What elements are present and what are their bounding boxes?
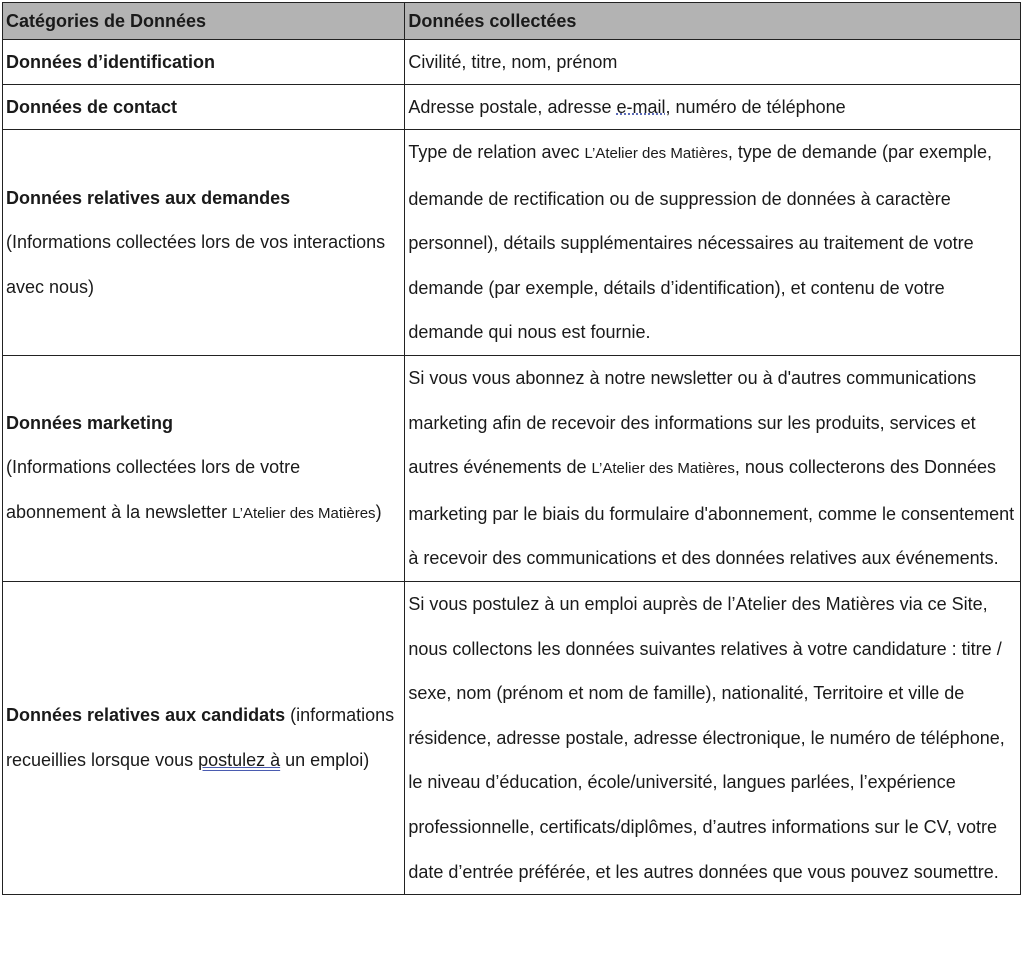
category-note: (informations recueillies lorsque vous	[6, 705, 395, 771]
category-note: (Informations collectées lors de vos interactions avec nous)	[6, 232, 386, 297]
data-cell	[405, 581, 1021, 894]
category-title: Données relatives aux demandes	[6, 187, 291, 208]
data-text-end: , numéro de téléphone	[665, 97, 846, 117]
category-cell	[3, 130, 405, 356]
table-row-candidates	[3, 581, 1021, 894]
brand-name: L’Atelier des Matières	[232, 504, 376, 522]
table-row-identification	[3, 40, 1021, 85]
header-categories: Catégories de Données	[3, 3, 405, 40]
category-title: Données marketing	[6, 412, 174, 433]
category-cell	[3, 85, 405, 130]
data-text: Adresse postale, adresse	[408, 97, 617, 117]
data-text-end: , type de demande (par exemple, demande de rectification ou de suppression de données à caractère personnel), détails supplémentaires nécessaires au traitement de votre demande (par exemple, détails d’identification), et contenu de votre demande qui nous est fournie.	[408, 142, 993, 343]
header-collected-data: Données collectées	[405, 3, 1021, 40]
data-cell	[405, 355, 1021, 581]
table-row-contact	[3, 85, 1021, 130]
data-cell	[405, 40, 1021, 85]
data-text: Si vous postulez à un emploi auprès de l’Atelier des Matières via ce Site, nous collectons les données suivantes relatives à votre candidature : titre / sexe, nom (prénom et nom de famille), nationalité, Territoire et ville de résidence, adresse postale, adresse électronique, le numéro de téléphone, le niveau d’éducation, école/université, langues parlées, l’expérience professionnelle, certificats/diplômes, d’autres informations sur le CV, votre date d’entrée préférée, et les autres données que vous pouvez soumettre.	[408, 593, 1005, 882]
data-categories-table	[2, 2, 1021, 895]
category-title: Données d’identification	[6, 52, 216, 72]
category-title: Données de contact	[6, 97, 178, 117]
table-row-marketing	[3, 355, 1021, 581]
category-cell	[3, 581, 405, 894]
category-note: (Informations collectées lors de votre abonnement à la newsletter	[6, 457, 301, 522]
data-text-end: , nous collecterons des Données marketing par le biais du formulaire d'abonnement, comme le consentement à recevoir des communications et des données relatives aux événements.	[408, 457, 1015, 569]
brand-name: L’Atelier des Matières	[591, 460, 735, 478]
spellcheck-underlined-phrase: postulez à	[198, 750, 281, 771]
brand-name: L’Atelier des Matières	[584, 145, 728, 162]
category-cell	[3, 40, 405, 85]
data-cell	[405, 130, 1021, 356]
table-header-row	[3, 3, 1021, 40]
data-text: Civilité, titre, nom, prénom	[408, 52, 618, 72]
category-cell	[3, 355, 405, 581]
category-note-end: un emploi)	[280, 750, 370, 771]
table-row-requests	[3, 130, 1021, 356]
spellcheck-underlined-word: e-mail	[616, 97, 666, 117]
data-cell	[405, 85, 1021, 130]
category-note-end: )	[375, 501, 382, 522]
data-text: Si vous vous abonnez à notre newsletter ou à d'autres communications marketing afin de recevoir des informations sur les produits, services et autres événements de	[408, 367, 977, 478]
category-title: Données relatives aux candidats	[6, 705, 286, 726]
data-text: Type de relation avec	[408, 142, 585, 162]
